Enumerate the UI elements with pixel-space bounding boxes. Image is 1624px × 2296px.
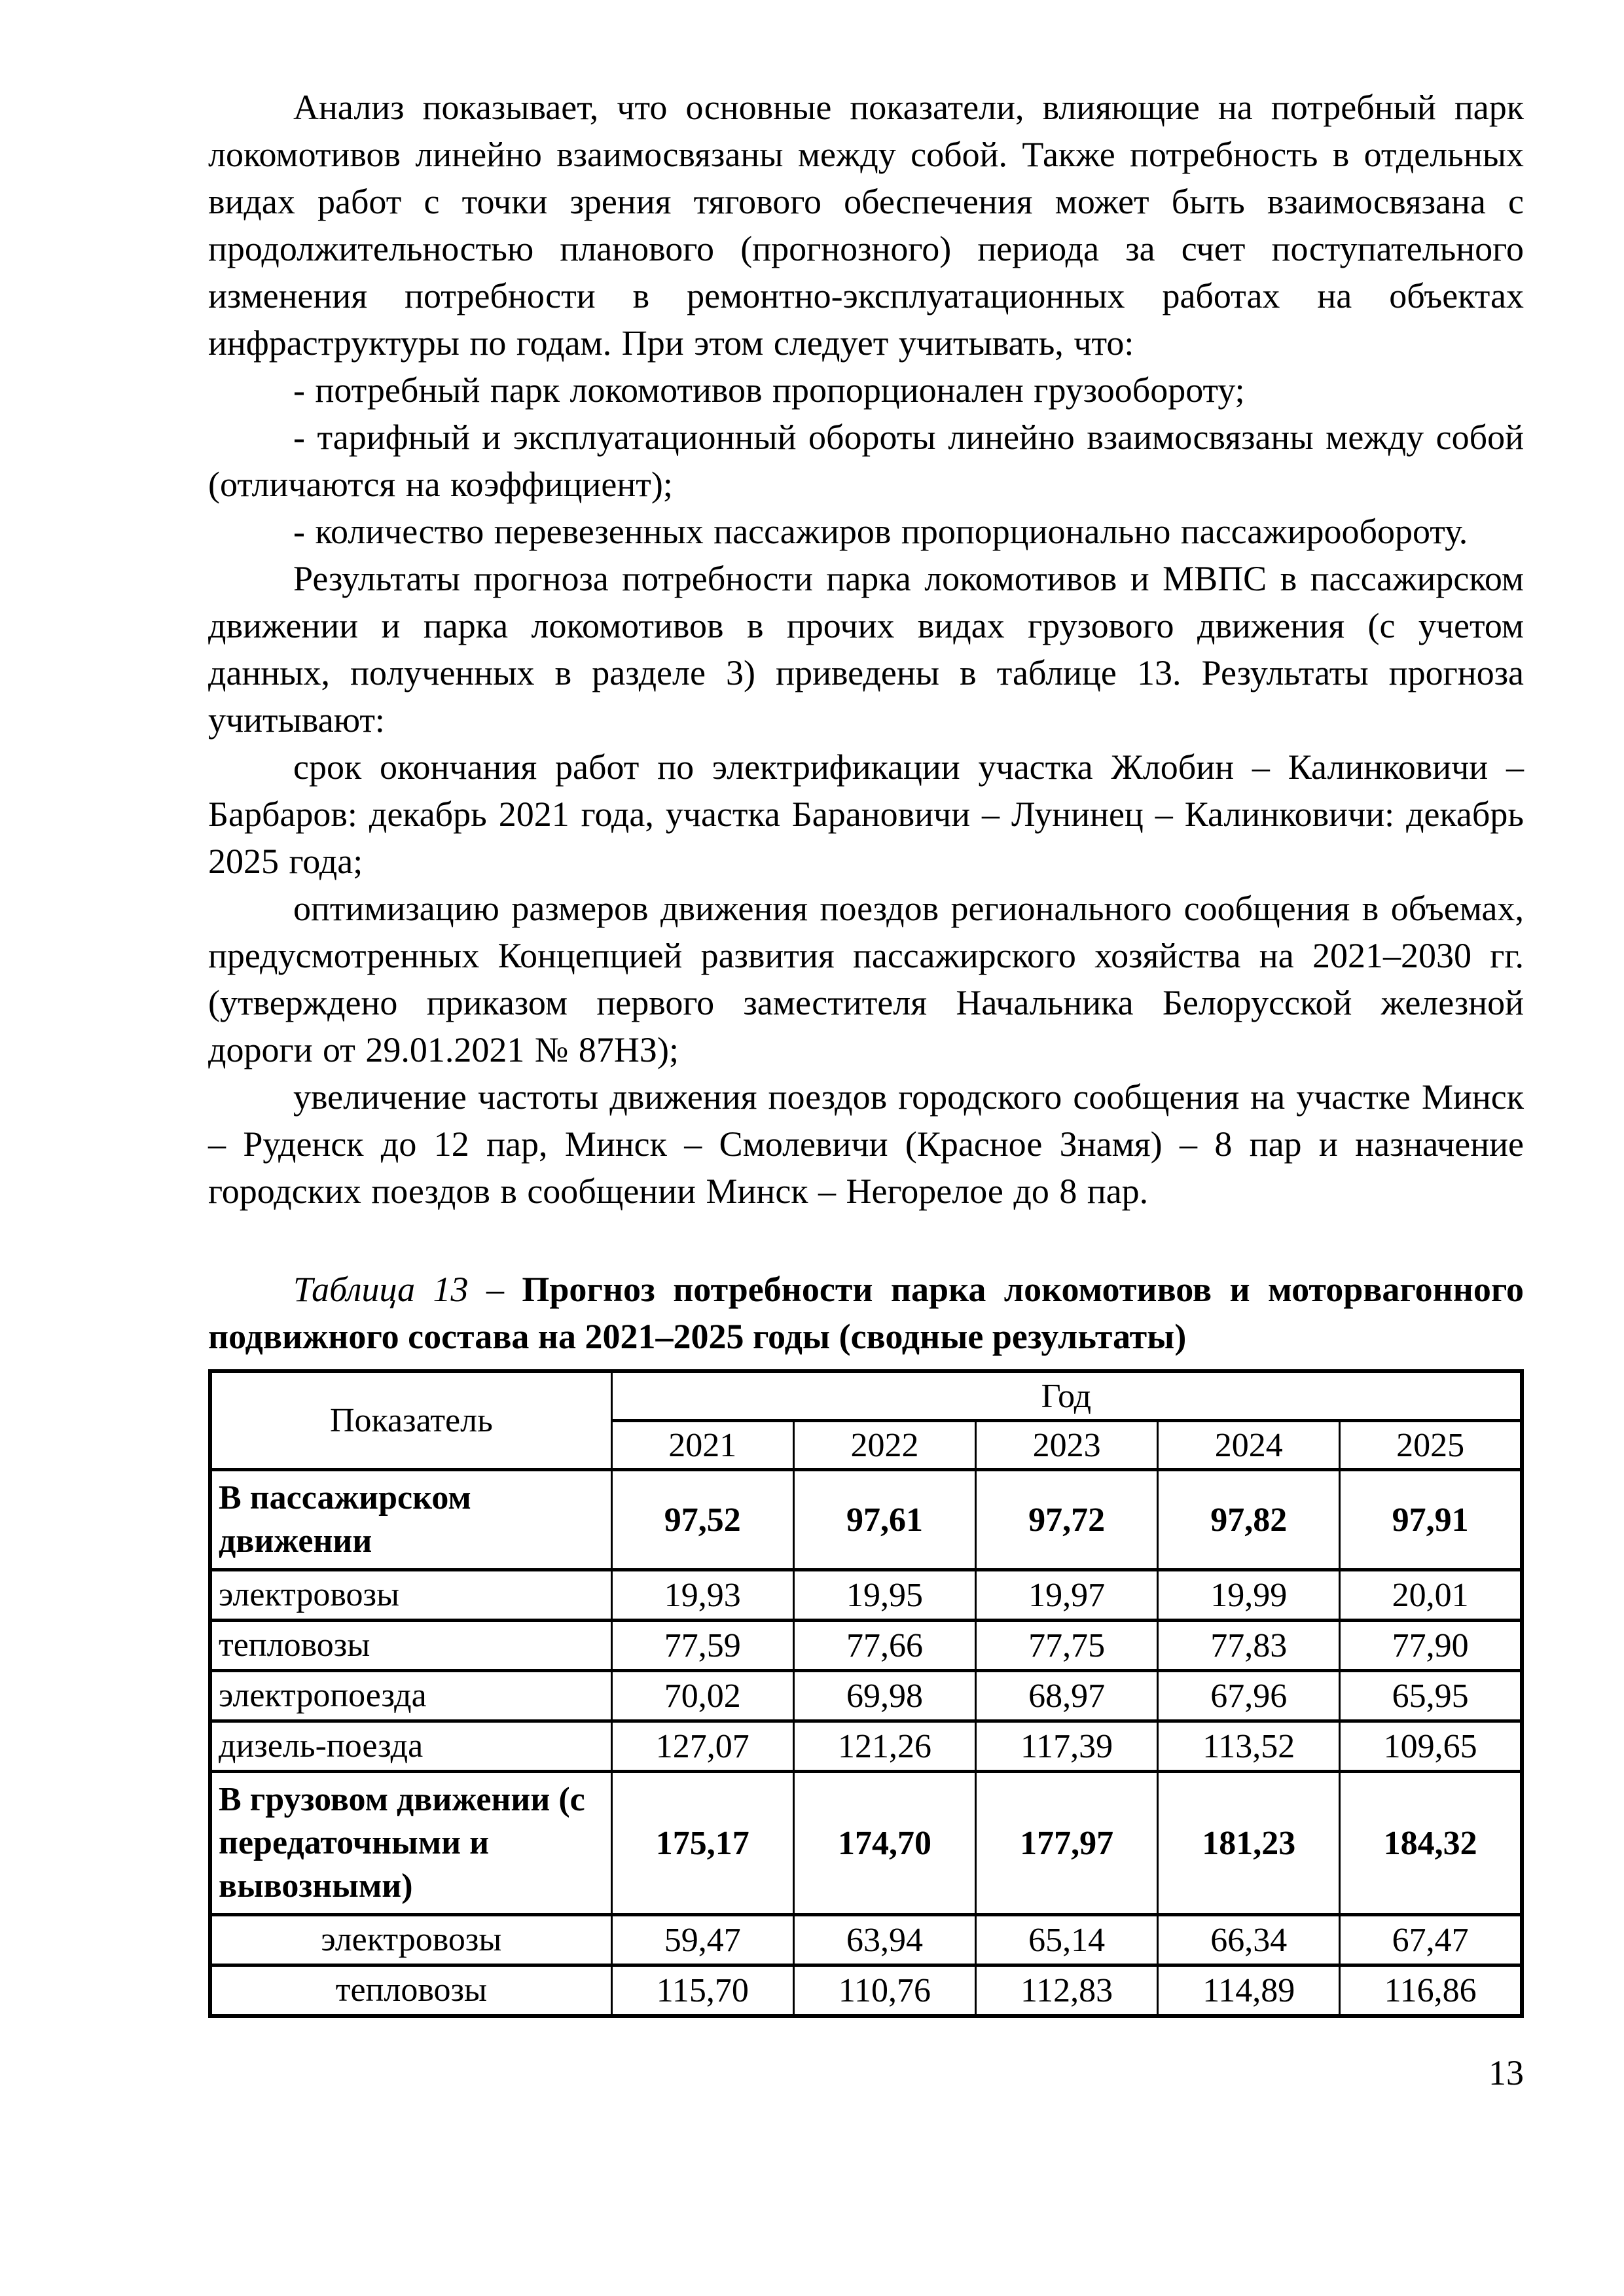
list-item-passenger-count: - количество перевезенных пассажиров пропорционально пассажирообороту. xyxy=(293,512,1468,551)
row-value: 121,26 xyxy=(793,1721,975,1772)
table-header-year: 2022 xyxy=(793,1421,975,1470)
table-header-indicator: Показатель xyxy=(210,1371,611,1470)
table-row xyxy=(210,1570,1522,1621)
row-value: 19,97 xyxy=(976,1570,1158,1621)
row-value: 97,61 xyxy=(793,1470,975,1570)
table-row xyxy=(210,1470,1522,1570)
paragraph-electrification-deadline: срок окончания работ по электрификации участка Жлобин – Калинковичи – Барбаров: декабрь 2021 года, участка Барановичи – Лунинец – Калинковичи: декабрь 2025 года; xyxy=(208,747,1524,881)
table-header-year: 2025 xyxy=(1340,1421,1522,1470)
row-value: 19,93 xyxy=(611,1570,793,1621)
row-value: 65,95 xyxy=(1340,1671,1522,1721)
table-row xyxy=(210,1915,1522,1965)
row-value: 63,94 xyxy=(793,1915,975,1965)
table-row xyxy=(210,1621,1522,1671)
page-number: 13 xyxy=(1489,2053,1524,2092)
row-label: дизель-поезда xyxy=(210,1721,611,1772)
table-row xyxy=(210,1671,1522,1721)
row-label: В грузовом движении (с передаточными и вывозными) xyxy=(210,1772,611,1915)
table-header-year-group: Год xyxy=(611,1371,1522,1421)
row-value: 66,34 xyxy=(1158,1915,1340,1965)
row-value: 115,70 xyxy=(611,1965,793,2017)
paragraph-forecast-results: Результаты прогноза потребности парка локомотивов и МВПС в пассажирском движении и парка локомотивов в прочих видах грузового движения (с учетом данных, полученных в разделе 3) приведены в таблице 13. Результаты прогноза учитывают: xyxy=(208,559,1524,740)
row-value: 175,17 xyxy=(611,1772,793,1915)
row-value: 184,32 xyxy=(1340,1772,1522,1915)
row-label: тепловозы xyxy=(210,1621,611,1671)
row-label: В пассажирском движении xyxy=(210,1470,611,1570)
list-item-tariff-turnover: - тарифный и эксплуатационный обороты линейно взаимосвязаны между собой (отличаются на коэффициент); xyxy=(208,418,1524,504)
row-value: 77,83 xyxy=(1158,1621,1340,1671)
table-caption xyxy=(208,1266,1524,1360)
row-value: 116,86 xyxy=(1340,1965,1522,2017)
row-value: 127,07 xyxy=(611,1721,793,1772)
row-value: 113,52 xyxy=(1158,1721,1340,1772)
row-value: 77,75 xyxy=(976,1621,1158,1671)
row-value: 59,47 xyxy=(611,1915,793,1965)
row-label: тепловозы xyxy=(210,1965,611,2017)
row-value: 67,96 xyxy=(1158,1671,1340,1721)
table-header-row-1 xyxy=(210,1371,1522,1421)
row-label: электровозы xyxy=(210,1570,611,1621)
row-value: 177,97 xyxy=(976,1772,1158,1915)
row-value: 77,59 xyxy=(611,1621,793,1671)
row-value: 19,95 xyxy=(793,1570,975,1621)
row-value: 181,23 xyxy=(1158,1772,1340,1915)
paragraph-optimization: оптимизацию размеров движения поездов регионального сообщения в объемах, предусмотренных Концепцией развития пассажирского хозяйства на 2021–2030 гг. (утверждено приказом первого заместителя Начальника Белорусской железной дороги от 29.01.2021 № 87НЗ); xyxy=(208,889,1524,1069)
row-value: 174,70 xyxy=(793,1772,975,1915)
row-value: 112,83 xyxy=(976,1965,1158,2017)
row-value: 77,66 xyxy=(793,1621,975,1671)
row-value: 97,82 xyxy=(1158,1470,1340,1570)
row-value: 97,52 xyxy=(611,1470,793,1570)
table-header-year: 2024 xyxy=(1158,1421,1340,1470)
paragraph-analysis: Анализ показывает, что основные показатели, влияющие на потребный парк локомотивов линейно взаимосвязаны между собой. Также потребность в отдельных видах работ с точки зрения тягового обеспечения может быть взаимосвязана с продолжительностью планового (прогнозного) периода за счет поступательного изменения потребности в ремонтно-эксплуатационных работах на объектах инфраструктуры по годам. При этом следует учитывать, что: xyxy=(208,88,1524,363)
row-value: 20,01 xyxy=(1340,1570,1522,1621)
paragraph-frequency-increase: увеличение частоты движения поездов городского сообщения на участке Минск – Руденск до 12 пар, Минск – Смолевичи (Красное Знамя) – 8 пар и назначение городских поездов в сообщении Минск – Негорелое до 8 пар. xyxy=(208,1077,1524,1211)
row-value: 69,98 xyxy=(793,1671,975,1721)
row-value: 114,89 xyxy=(1158,1965,1340,2017)
table-caption-label: Таблица 13 – xyxy=(293,1270,522,1309)
row-value: 97,91 xyxy=(1340,1470,1522,1570)
table-header-year: 2021 xyxy=(611,1421,793,1470)
row-value: 77,90 xyxy=(1340,1621,1522,1671)
text-block xyxy=(208,84,1524,2094)
table-caption-title: Прогноз потребности парка локомотивов и моторвагонного подвижного состава на 2021–2025 годы (сводные результаты) xyxy=(208,1270,1524,1356)
row-value: 110,76 xyxy=(793,1965,975,2017)
list-item-fleet-proportional: - потребный парк локомотивов пропорционален грузообороту; xyxy=(293,370,1245,410)
table-row xyxy=(210,1772,1522,1915)
row-label: электровозы xyxy=(210,1915,611,1965)
row-value: 117,39 xyxy=(976,1721,1158,1772)
table-row xyxy=(210,1721,1522,1772)
table-header-year: 2023 xyxy=(976,1421,1158,1470)
row-value: 67,47 xyxy=(1340,1915,1522,1965)
row-value: 97,72 xyxy=(976,1470,1158,1570)
row-value: 70,02 xyxy=(611,1671,793,1721)
forecast-table xyxy=(208,1369,1524,2018)
row-value: 109,65 xyxy=(1340,1721,1522,1772)
row-value: 19,99 xyxy=(1158,1570,1340,1621)
row-label: электропоезда xyxy=(210,1671,611,1721)
row-value: 68,97 xyxy=(976,1671,1158,1721)
row-value: 65,14 xyxy=(976,1915,1158,1965)
table-row xyxy=(210,1965,1522,2017)
